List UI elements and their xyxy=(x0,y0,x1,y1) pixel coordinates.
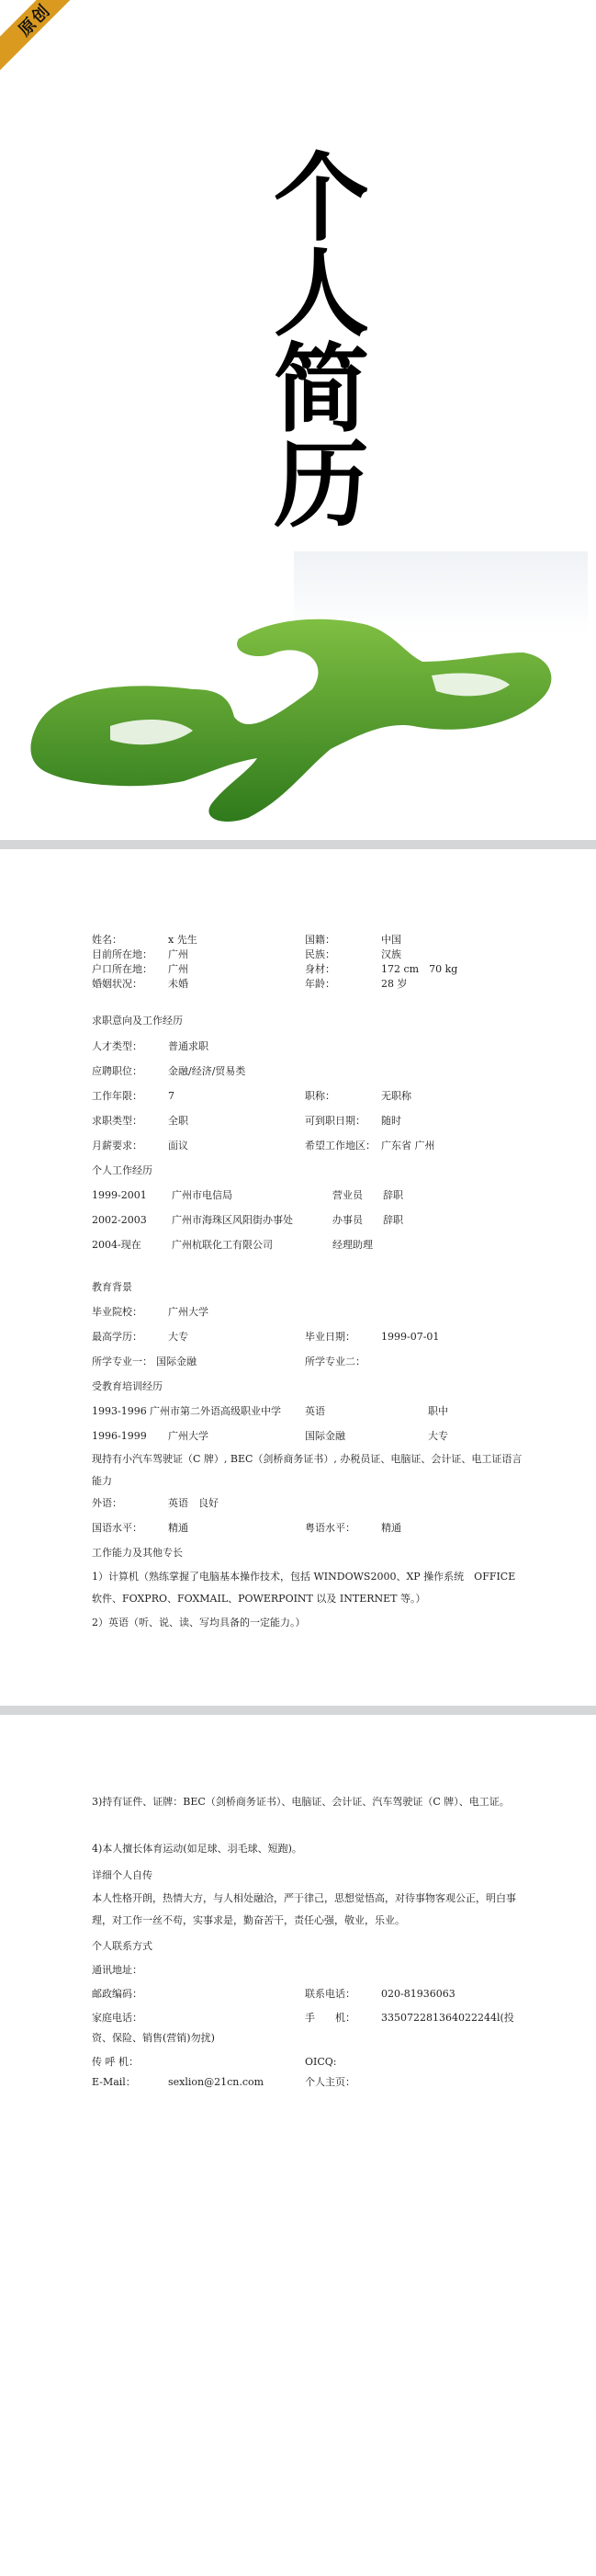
cantonese-label: 粤语水平： xyxy=(305,1522,355,1534)
name-value: x 先生 xyxy=(168,934,197,946)
training-major: 英语 xyxy=(305,1405,325,1417)
nationality-label: 国籍： xyxy=(305,934,335,946)
experience-org: 广州市电信局 xyxy=(172,1189,232,1201)
skills-heading: 工作能力及其他专长 xyxy=(92,1547,183,1559)
experience-status: 辞职 xyxy=(383,1214,403,1226)
location-label: 目前所在地： xyxy=(92,948,152,960)
certificates-text: 现持有小汽车驾驶证（C 牌）, BEC（剑桥商务证书）, 办税员证、电脑证、会计证、电工证语言能力 xyxy=(92,1453,523,1487)
position-label: 应聘职位： xyxy=(92,1065,142,1077)
training-heading: 受教育培训经历 xyxy=(92,1380,163,1392)
skill-item: 2）英语（听、说、读、写均具备的一定能力。） xyxy=(92,1617,306,1628)
training-school: 广州市第二外语高级职业中学 xyxy=(150,1405,281,1417)
salary-value: 面议 xyxy=(168,1140,188,1152)
email-label: E-Mail： xyxy=(92,2076,136,2088)
mobile-value: 335072281364022244l(投 xyxy=(381,2012,514,2024)
grad-date-label: 毕业日期： xyxy=(305,1331,355,1343)
name-label: 姓名： xyxy=(92,934,122,946)
hukou-value: 广州 xyxy=(168,963,188,975)
training-degree: 职中 xyxy=(428,1405,448,1417)
resume-page-2 xyxy=(0,1715,596,2576)
job-title-label: 职称： xyxy=(305,1090,335,1102)
experience-role: 经理助理 xyxy=(332,1239,373,1251)
homepage-label: 个人主页： xyxy=(305,2076,355,2088)
job-type-label: 求职类型： xyxy=(92,1115,142,1127)
grass-dollar-sign-image xyxy=(0,551,596,827)
salary-label: 月薪要求： xyxy=(92,1140,142,1152)
pager-label: 传 呼 机： xyxy=(92,2056,139,2068)
hukou-label: 户口所在地： xyxy=(92,963,152,975)
talent-type-value: 普通求职 xyxy=(168,1040,208,1052)
experience-period: 2004-现在 xyxy=(92,1239,141,1251)
experience-role: 营业员 xyxy=(332,1189,363,1201)
position-value: 金融/经济/贸易类 xyxy=(168,1065,246,1077)
mobile-label: 手 机： xyxy=(305,2012,355,2024)
mobile-note: 资、保险、销售(营销)勿扰) xyxy=(92,2032,215,2044)
original-ribbon: 原创 xyxy=(0,0,91,76)
skill-item: 1）计算机（熟练掌握了电脑基本操作技术，包括 WINDOWS2000、XP 操作系统 OFFICE 软件、FOXPRO、FOXMAIL、POWERPOINT 以及 INTERNET 等。） xyxy=(92,1571,516,1605)
age-label: 年龄： xyxy=(305,978,335,990)
grad-date-value: 1999-07-01 xyxy=(381,1331,440,1343)
degree-value: 大专 xyxy=(168,1331,188,1343)
page-divider xyxy=(0,840,596,849)
intent-heading: 求职意向及工作经历 xyxy=(92,1015,183,1027)
address-label: 通讯地址： xyxy=(92,1964,142,1976)
major2-label: 所学专业二： xyxy=(305,1356,365,1367)
age-value: 28 岁 xyxy=(381,978,408,990)
experience-heading: 个人工作经历 xyxy=(92,1164,152,1176)
degree-label: 最高学历： xyxy=(92,1331,142,1343)
ethnicity-label: 民族： xyxy=(305,948,335,960)
self-intro-text: 本人性格开朗，热情大方，与人相处融洽，严于律己，思想觉悟高，对待事物客观公正，明白事理，对工作一丝不苟，实事求是，勤奋苦干，责任心强，敬业，乐业。 xyxy=(92,1892,516,1926)
mandarin-label: 国语水平： xyxy=(92,1522,142,1534)
job-title-value: 无职称 xyxy=(381,1090,411,1102)
height-label: 身材： xyxy=(305,963,335,975)
school-value: 广州大学 xyxy=(168,1306,208,1318)
training-school: 广州大学 xyxy=(168,1430,208,1442)
availability-label: 可到职日期： xyxy=(305,1115,365,1127)
page-divider xyxy=(0,1706,596,1715)
certificates-item: 3)持有证件、证牌：BEC（剑桥商务证书）、电脑证、会计证、汽车驾驶证（C 牌）、电工证。 xyxy=(92,1796,510,1808)
major1-label: 所学专业一： xyxy=(92,1356,152,1367)
phone-value: 020-81936063 xyxy=(381,1988,455,2000)
job-type-value: 全职 xyxy=(168,1115,188,1127)
email-value: sexlion@21cn.com xyxy=(168,2076,264,2088)
experience-period: 2002-2003 xyxy=(92,1214,147,1226)
experience-period: 1999-2001 xyxy=(92,1189,147,1201)
training-period: 1996-1999 xyxy=(92,1430,147,1442)
ethnicity-value: 汉族 xyxy=(381,948,401,960)
years-value: 7 xyxy=(168,1090,174,1102)
foreign-language-value: 英语 良好 xyxy=(168,1497,219,1509)
years-label: 工作年限： xyxy=(92,1090,142,1102)
area-label: 希望工作地区： xyxy=(305,1140,376,1152)
postcode-label: 邮政编码： xyxy=(92,1988,142,2000)
self-intro-heading: 详细个人自传 xyxy=(92,1869,152,1881)
location-value: 广州 xyxy=(168,948,188,960)
education-heading: 教育背景 xyxy=(92,1281,132,1293)
foreign-language-label: 外语： xyxy=(92,1497,122,1509)
training-degree: 大专 xyxy=(428,1430,448,1442)
training-major: 国际金融 xyxy=(305,1430,345,1442)
marital-label: 婚姻状况： xyxy=(92,978,142,990)
major1-value: 国际金融 xyxy=(156,1356,197,1367)
experience-role: 办事员 xyxy=(332,1214,363,1226)
sports-item: 4)本人擅长体育运动(如足球、羽毛球、短跑)。 xyxy=(92,1843,302,1855)
cover-page xyxy=(0,0,596,840)
availability-value: 随时 xyxy=(381,1115,401,1127)
cantonese-value: 精通 xyxy=(381,1522,401,1534)
talent-type-label: 人才类型： xyxy=(92,1040,142,1052)
oicq-label: OICQ: xyxy=(305,2056,337,2068)
phone-label: 联系电话： xyxy=(305,1988,355,2000)
home-phone-label: 家庭电话： xyxy=(92,2012,142,2024)
training-period: 1993-1996 xyxy=(92,1405,147,1417)
mandarin-value: 精通 xyxy=(168,1522,188,1534)
experience-org: 广州杭联化工有限公司 xyxy=(172,1239,273,1251)
cover-title: 个人简历 xyxy=(257,147,369,529)
area-value: 广东省 广州 xyxy=(381,1140,435,1152)
school-label: 毕业院校： xyxy=(92,1306,142,1318)
height-value: 172 cm 70 kg xyxy=(381,963,458,975)
nationality-value: 中国 xyxy=(381,934,401,946)
resume-page-1 xyxy=(0,849,596,1706)
experience-status: 辞职 xyxy=(383,1189,403,1201)
experience-org: 广州市海珠区风阳街办事处 xyxy=(172,1214,293,1226)
contact-heading: 个人联系方式 xyxy=(92,1940,152,1952)
marital-value: 未婚 xyxy=(168,978,188,990)
